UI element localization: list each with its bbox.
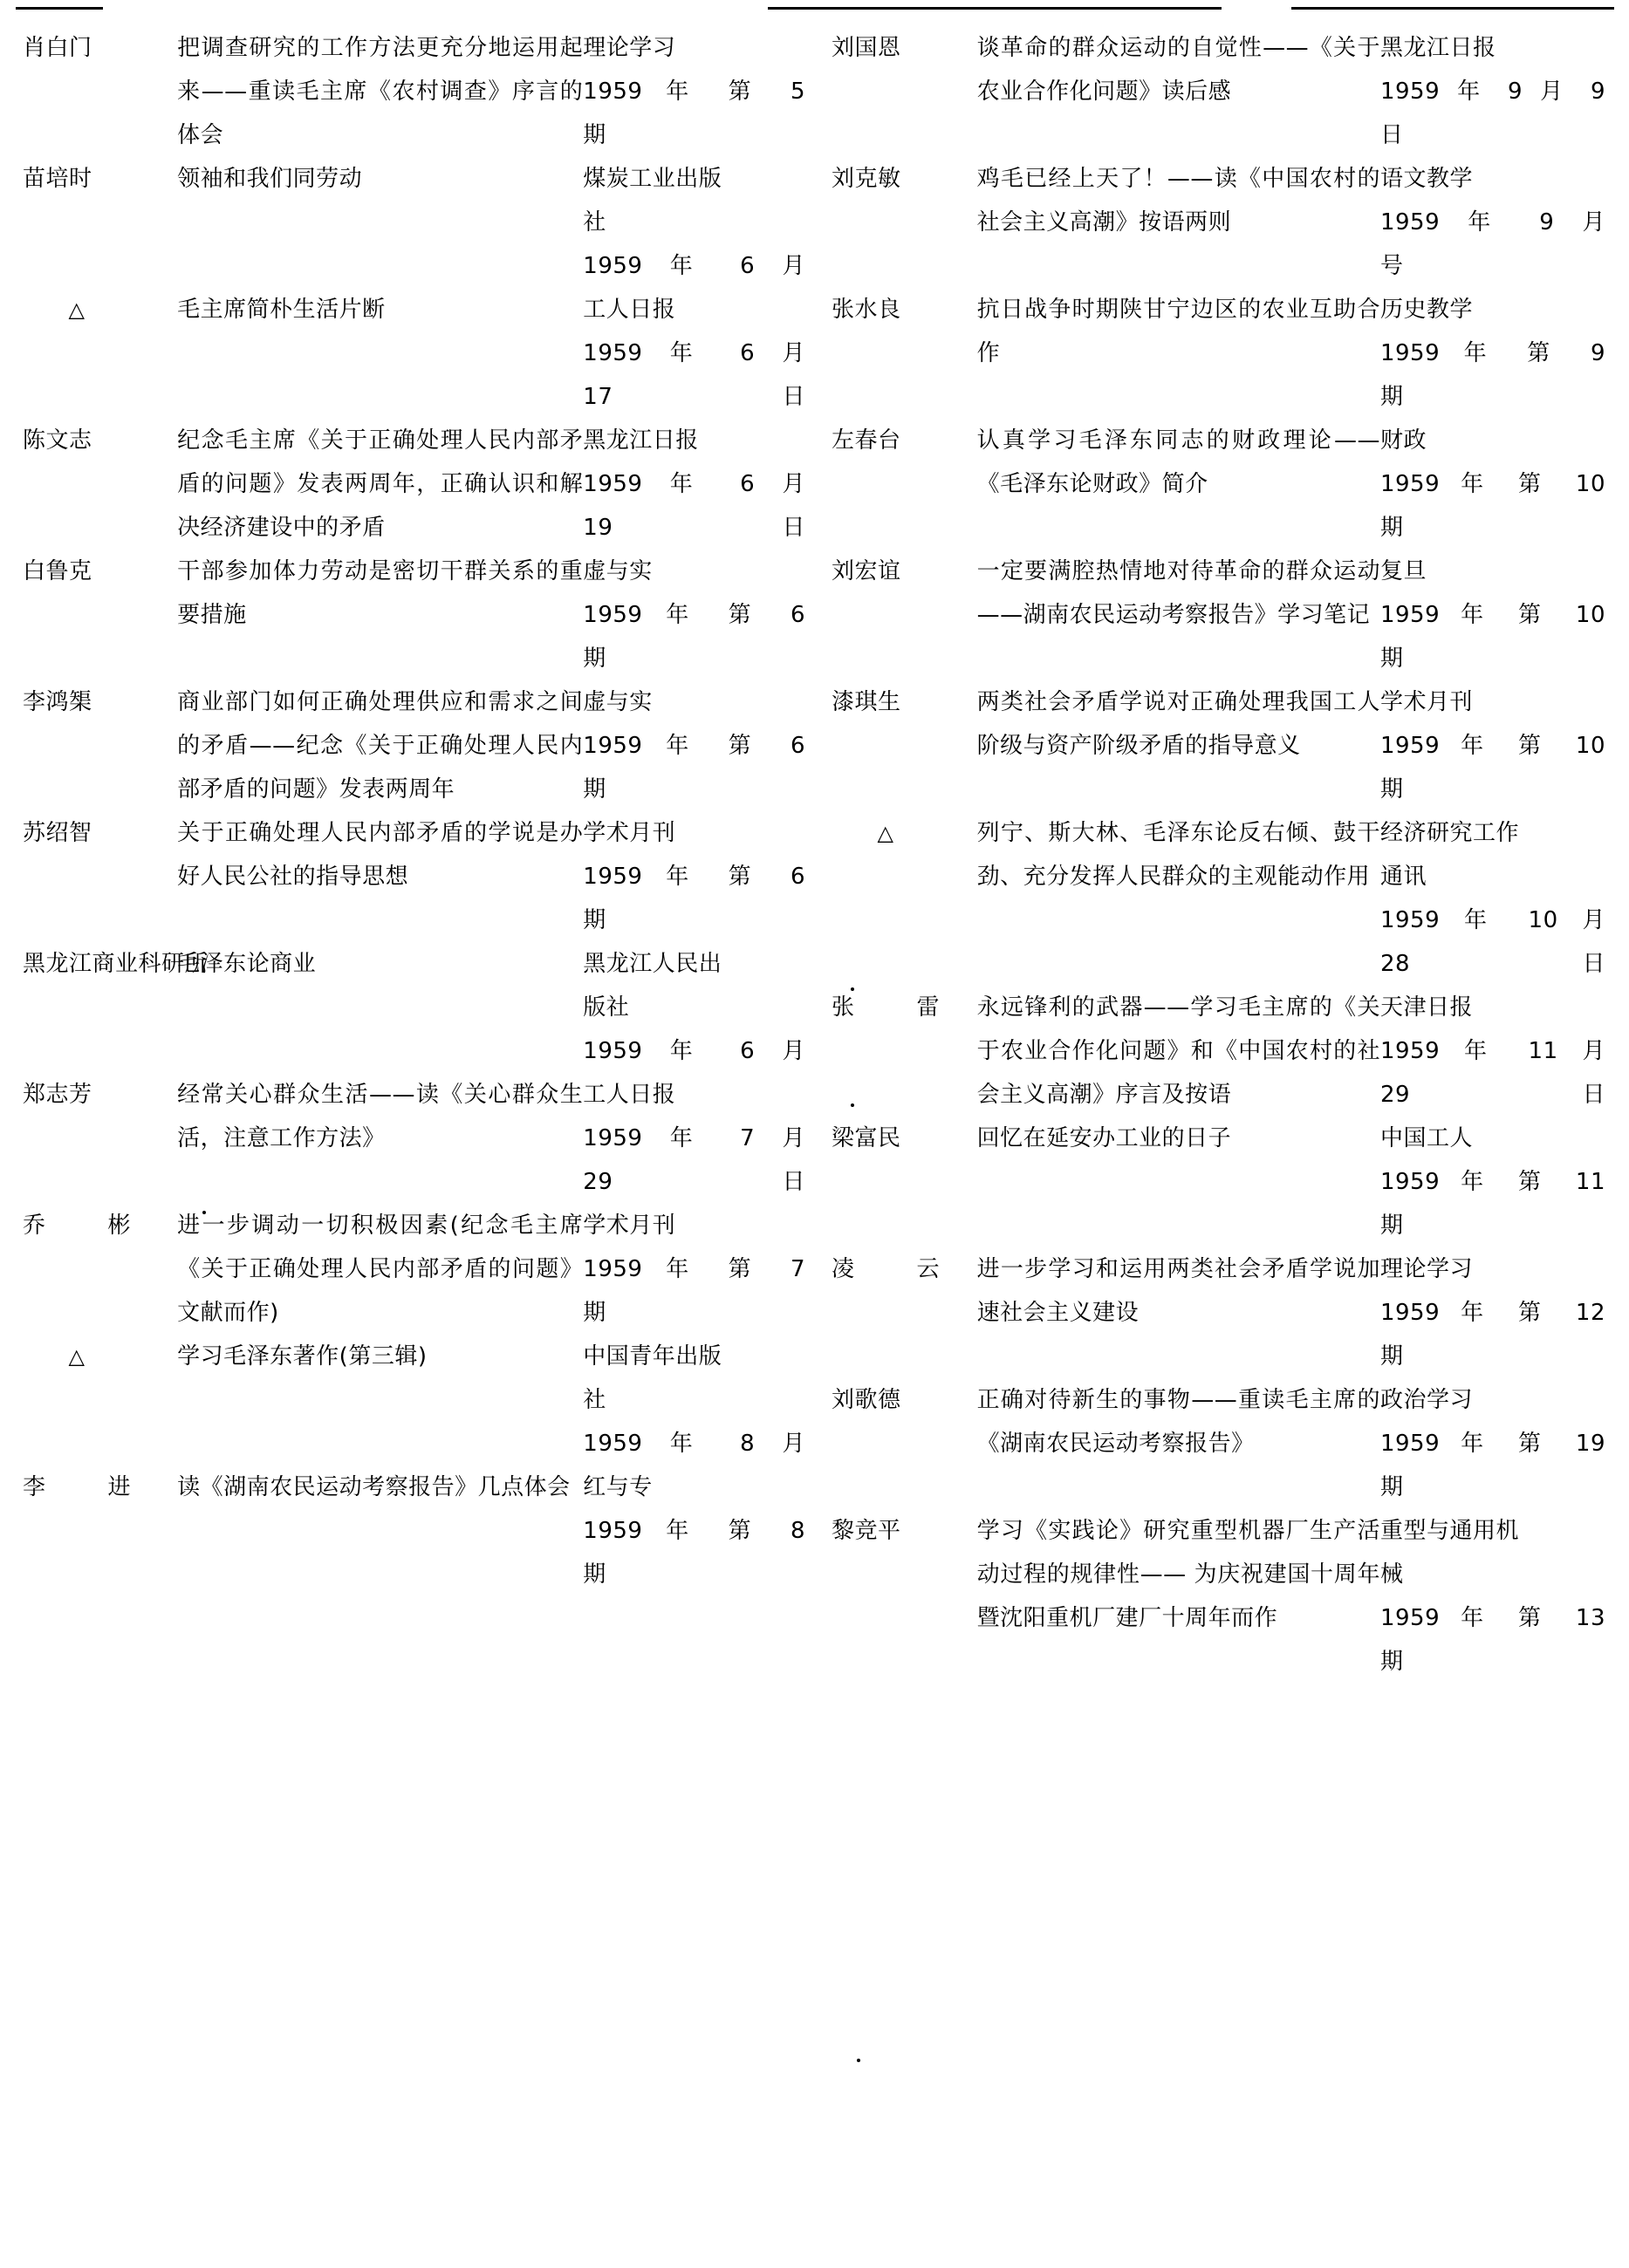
entry-author-text: 黎竞平	[832, 1518, 901, 1544]
entry-title: 正确对待新生的事物——重读毛主席的《湖南农民运动考察报告》	[976, 1387, 1380, 1457]
entry-source-line: 1959 年 9 月	[1379, 209, 1605, 236]
entry-source-line: 学术月刊	[1379, 689, 1473, 715]
entry-source-line: 期	[583, 1300, 606, 1326]
entry-source	[1380, 986, 1605, 1117]
entry-title: 永远锋利的武器——学习毛主席的《关于农业合作化问题》和《中国农村的社会主义高潮》序言及按语	[976, 994, 1380, 1108]
entry-author-text: 漆琪生	[832, 689, 901, 715]
entry-source-line: 黑龙江人民出	[583, 951, 722, 977]
entry-source-line: 重型与通用机	[1379, 1518, 1519, 1544]
top-rule-middle	[768, 7, 1222, 10]
entry-title: 认真学习毛泽东同志的财政理论——《毛泽东论财政》简介	[976, 427, 1380, 497]
entry-source-line: 复旦	[1379, 558, 1427, 584]
entry-source-line: 虚与实	[583, 689, 653, 715]
entry-author-text: 刘克敏	[832, 166, 901, 192]
bibliography-entry	[23, 942, 805, 1073]
entry-source-line: 天津日报	[1379, 994, 1473, 1021]
entry-author-text: 张水良	[832, 297, 901, 323]
bibliography-entry	[832, 1247, 1605, 1378]
bibliography-entry	[23, 550, 805, 680]
entry-title: 干部参加体力劳动是密切干群关系的重要措施	[177, 558, 584, 628]
entry-title: 鸡毛已经上天了！——读《中国农村的社会主义高潮》按语两则	[976, 166, 1380, 236]
bibliography-column-left	[0, 26, 814, 1684]
entry-title: 关于正确处理人民内部矛盾的学说是办好人民公社的指导思想	[177, 820, 584, 890]
entry-source	[583, 419, 805, 550]
entry-author	[832, 419, 977, 550]
entry-source-line: 工人日报	[583, 1082, 676, 1108]
entry-source-line: 历史教学	[1379, 297, 1473, 323]
entry-source	[1380, 550, 1605, 680]
entry-source	[1380, 1117, 1605, 1247]
entry-author-text: 李进	[23, 1474, 131, 1500]
entry-title: 谈革命的群众运动的自觉性——《关于农业合作化问题》读后感	[976, 35, 1380, 105]
top-rule-left	[16, 7, 103, 10]
entry-source	[583, 550, 805, 680]
bibliography-entry	[23, 680, 805, 811]
entry-title: 领袖和我们同劳动	[177, 166, 363, 192]
entry-author	[23, 942, 209, 1073]
entry-source	[583, 288, 805, 419]
entry-source-line: 1959 年 6 月	[583, 1038, 805, 1064]
entry-author	[832, 26, 977, 157]
entry-source	[1380, 811, 1605, 986]
entry-source-line: 19 日	[583, 515, 805, 541]
entry-title: 经常关心群众生活——读《关心群众生活，注意工作方法》	[177, 1082, 584, 1151]
entry-title: 商业部门如何正确处理供应和需求之间的矛盾——纪念《关于正确处理人民内部矛盾的问题》发表两周年	[177, 689, 584, 803]
entry-title: 把调查研究的工作方法更充分地运用起来——重读毛主席《农村调查》序言的体会	[177, 35, 584, 148]
entry-source-line: 1959 年 第 9	[1379, 340, 1605, 366]
entry-source	[1380, 288, 1605, 419]
entry-title: 一定要满腔热情地对待革命的群众运动——湖南农民运动考察报告》学习笔记	[976, 558, 1380, 628]
entry-source-line: 期	[1379, 1343, 1404, 1370]
bibliography-entry	[23, 1465, 805, 1596]
bibliography-entry	[832, 1378, 1605, 1509]
entry-author-text: 陈文志	[23, 427, 92, 454]
entry-author	[23, 1465, 177, 1596]
entry-source-line: 期	[1379, 646, 1404, 672]
entry-table-right	[832, 26, 1605, 1684]
entry-author	[832, 157, 977, 288]
entry-source	[1380, 1509, 1605, 1684]
entry-source-line: 黑龙江日报	[1379, 35, 1496, 61]
bibliography-entry	[832, 550, 1605, 680]
entry-source-line: 期	[583, 1561, 606, 1588]
entry-author	[832, 1378, 977, 1509]
bibliography-entry	[832, 419, 1605, 550]
entry-author-text: 张雷	[832, 994, 940, 1021]
entry-source-line: 工人日报	[583, 297, 676, 323]
entry-source-line: 理论学习	[1379, 1256, 1473, 1282]
entry-title: 进一步调动一切积极因素(纪念毛主席《关于正确处理人民内部矛盾的问题》文献而作)	[177, 1213, 584, 1326]
bibliography-entry	[832, 811, 1605, 986]
entry-source	[583, 942, 805, 1073]
entry-source-line: 1959 年 第 8	[583, 1518, 805, 1544]
entry-author	[23, 811, 177, 942]
entry-author-text: 刘宏谊	[832, 558, 901, 584]
entry-source	[583, 1204, 805, 1335]
entry-author	[832, 1247, 977, 1378]
entry-source-line: 期	[1379, 384, 1404, 410]
entry-title: 毛主席简朴生活片断	[177, 297, 386, 323]
entry-author-text: 刘歌德	[832, 1387, 901, 1413]
entry-source-line: 学术月刊	[583, 1213, 676, 1239]
entry-author	[832, 986, 977, 1117]
entry-source-line: 学术月刊	[583, 820, 676, 846]
entry-title: 纪念毛主席《关于正确处理人民内部矛盾的问题》发表两周年，正确认识和解决经济建设中的矛盾	[177, 427, 584, 541]
entry-source-line: 通讯	[1379, 864, 1427, 890]
entry-author-text: 凌云	[832, 1256, 940, 1282]
entry-source-line: 期	[1379, 1474, 1404, 1500]
entry-source	[583, 26, 805, 157]
entry-source	[583, 1465, 805, 1596]
entry-author-text: 左春台	[832, 427, 901, 454]
bibliography-entry	[23, 26, 805, 157]
bibliography-entry	[23, 811, 805, 942]
entry-source-line: 械	[1379, 1561, 1404, 1588]
entry-author	[23, 157, 177, 288]
entry-source-line: 29 日	[1379, 1082, 1605, 1108]
entry-source	[1380, 680, 1605, 811]
entry-author	[832, 1117, 977, 1247]
entry-author	[832, 680, 977, 811]
entry-source-line: 1959 年 第 7	[583, 1256, 805, 1282]
entry-source	[583, 1335, 805, 1465]
entry-source-line: 1959 年 11 月	[1379, 1038, 1605, 1064]
entry-source-line: 期	[1379, 1649, 1404, 1675]
entry-author	[832, 1509, 977, 1684]
entry-title: 读《湖南农民运动考察报告》几点体会	[177, 1474, 571, 1500]
entry-author-text: 黑龙江商业科研所	[23, 951, 209, 977]
entry-source-line: 1959 年 6 月	[583, 253, 805, 279]
entry-source-line: 1959 年 8 月	[583, 1431, 805, 1457]
entry-author	[23, 419, 177, 550]
entry-source-line: 期	[583, 907, 606, 933]
entry-source	[583, 680, 805, 811]
entry-source-line: 财政	[1379, 427, 1427, 454]
entry-source	[583, 157, 805, 288]
entry-source	[1380, 26, 1605, 157]
entry-author-text: 郑志芳	[23, 1082, 92, 1108]
entry-source-line: 红与专	[583, 1474, 653, 1500]
entry-source-line: 29 日	[583, 1169, 805, 1195]
entry-source-line: 中国工人	[1379, 1125, 1473, 1151]
entry-source-line: 1959 年 第 6	[583, 864, 805, 890]
ink-speck	[857, 2059, 860, 2062]
entry-author-text: 刘国恩	[832, 35, 901, 61]
entry-source-line: 号	[1379, 253, 1404, 279]
entry-source	[583, 811, 805, 942]
entry-author	[832, 550, 977, 680]
entry-source-line: 社	[583, 1387, 606, 1413]
entry-author-text: △	[68, 297, 86, 322]
bibliography-entry	[832, 1117, 1605, 1247]
entry-source-line: 1959 年 第 10	[1379, 733, 1605, 759]
bibliography-column-right	[814, 26, 1628, 1684]
entry-author	[23, 1335, 177, 1465]
entry-author	[23, 288, 177, 419]
bibliography-entry	[832, 288, 1605, 419]
entry-source-line: 1959 年 第 11	[1379, 1169, 1605, 1195]
entry-source-line: 1959 年 7 月	[583, 1125, 805, 1151]
entry-source-line: 1959 年 第 19	[1379, 1431, 1605, 1457]
entry-author-text: 乔彬	[23, 1213, 131, 1239]
entry-source-line: 期	[1379, 515, 1404, 541]
bibliography-entry	[23, 1073, 805, 1204]
entry-source-line: 虚与实	[583, 558, 653, 584]
entry-source-line: 1959 年 10 月	[1379, 907, 1605, 933]
entry-title: 毛泽东论商业	[177, 951, 317, 977]
entry-source-line: 经济研究工作	[1379, 820, 1519, 846]
entry-source-line: 社	[583, 209, 606, 236]
entry-source-line: 期	[583, 122, 606, 148]
entry-author	[23, 1073, 177, 1204]
bibliography-entry	[832, 157, 1605, 288]
entry-source-line: 1959 年 第 13	[1379, 1605, 1605, 1631]
entry-source	[1380, 419, 1605, 550]
entry-source-line: 28 日	[1379, 951, 1605, 977]
entry-title: 进一步学习和运用两类社会矛盾学说加速社会主义建设	[976, 1256, 1380, 1326]
entry-title: 学习毛泽东著作(第三辑)	[177, 1343, 428, 1370]
entry-source-line: 1959 年 第 10	[1379, 602, 1605, 628]
top-rule-right	[1291, 7, 1614, 10]
entry-author-text: △	[68, 1344, 86, 1369]
entry-source-line: 政治学习	[1379, 1387, 1473, 1413]
entry-source	[1380, 1247, 1605, 1378]
entry-author-text: △	[877, 821, 894, 845]
entry-source-line: 日	[1379, 122, 1404, 148]
entry-source	[1380, 157, 1605, 288]
entry-author	[832, 811, 977, 986]
entry-source-line: 期	[1379, 776, 1404, 803]
entry-table-left	[23, 26, 805, 1596]
entry-title: 学习《实践论》研究重型机器厂生产活动过程的规律性—— 为庆祝建国十周年暨沈阳重机厂建厂十周年而作	[976, 1518, 1380, 1631]
bibliography-entry	[832, 680, 1605, 811]
entry-author	[23, 26, 177, 157]
entry-source-line: 1959 年 第 5	[583, 79, 805, 105]
entry-source-line: 期	[1379, 1213, 1404, 1239]
entry-title: 列宁、斯大林、毛泽东论反右倾、鼓干劲、充分发挥人民群众的主观能动作用	[976, 820, 1380, 890]
entry-source-line: 版社	[583, 994, 630, 1021]
entry-source-line: 1959 年 9 月 9	[1379, 79, 1605, 105]
entry-source-line: 黑龙江日报	[583, 427, 699, 454]
entry-source-line: 1959 年 第 10	[1379, 471, 1605, 497]
entry-source-line: 1959 年 第 6	[583, 733, 805, 759]
entry-title: 两类社会矛盾学说对正确处理我国工人阶级与资产阶级矛盾的指导意义	[976, 689, 1380, 759]
entry-source-line: 理论学习	[583, 35, 676, 61]
entry-author-text: 梁富民	[832, 1125, 901, 1151]
entry-author-text: 肖白门	[23, 35, 92, 61]
entry-source-line: 17 日	[583, 384, 805, 410]
bibliography-entry	[832, 26, 1605, 157]
bibliography-entry	[23, 288, 805, 419]
entry-source	[583, 1073, 805, 1204]
entry-title: 回忆在延安办工业的日子	[976, 1125, 1232, 1151]
bibliography-entry	[23, 157, 805, 288]
bibliography-entry	[23, 1204, 805, 1335]
entry-author	[832, 288, 977, 419]
bibliography-entry	[832, 986, 1605, 1117]
entry-author-text: 李鸿榘	[23, 689, 92, 715]
bibliography-entry	[23, 1335, 805, 1465]
entry-source-line: 期	[583, 776, 606, 803]
entry-source-line: 1959 年 第 12	[1379, 1300, 1605, 1326]
entry-author	[23, 1204, 177, 1335]
entry-author	[23, 550, 177, 680]
entry-author	[23, 680, 177, 811]
entry-source	[1380, 1378, 1605, 1509]
entry-source-line: 中国青年出版	[583, 1343, 722, 1370]
entry-source-line: 1959 年 6 月	[583, 340, 805, 366]
entry-source-line: 煤炭工业出版	[583, 166, 722, 192]
entry-source-line: 1959 年 6 月	[583, 471, 805, 497]
bibliography-entry	[832, 1509, 1605, 1684]
entry-source-line: 期	[583, 646, 606, 672]
entry-title: 抗日战争时期陕甘宁边区的农业互助合作	[976, 297, 1380, 366]
entry-source-line: 语文教学	[1379, 166, 1473, 192]
entry-source-line: 1959 年 第 6	[583, 602, 805, 628]
bibliography-columns	[0, 26, 1629, 1684]
entry-author-text: 苏绍智	[23, 820, 92, 846]
entry-author-text: 苗培时	[23, 166, 92, 192]
bibliography-entry	[23, 419, 805, 550]
entry-author-text: 白鲁克	[23, 558, 92, 584]
